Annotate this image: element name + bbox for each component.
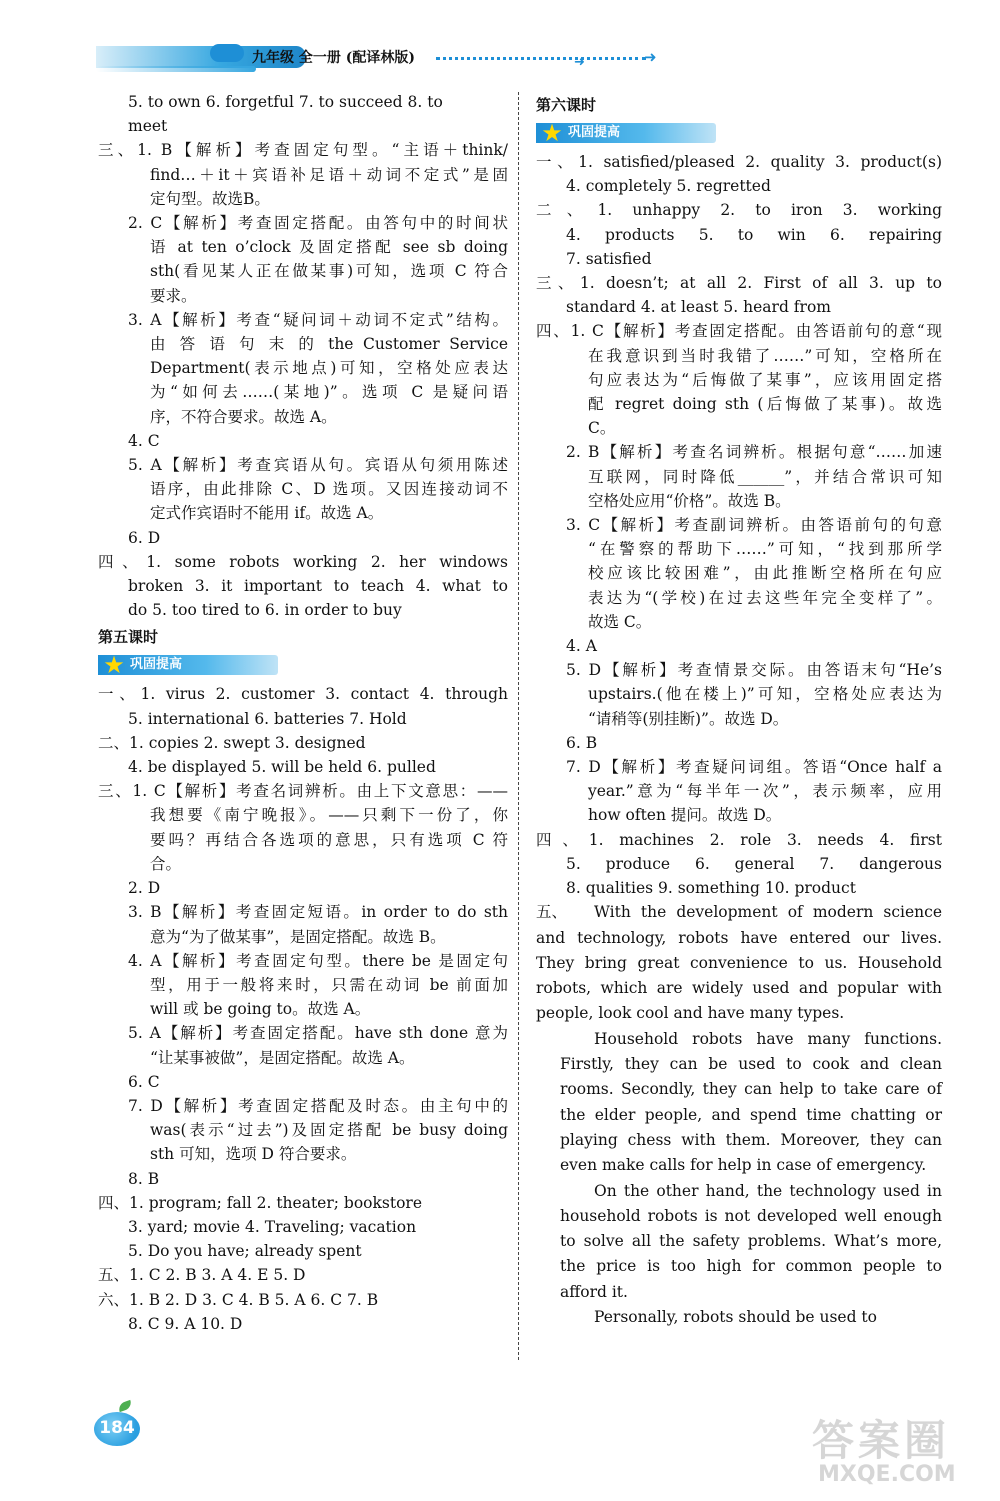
answer-line: C。	[588, 419, 616, 438]
answer-line: 表达为“(学校)在过去这些年完全变样了”。	[588, 588, 942, 607]
essay-paragraph	[536, 1027, 942, 1179]
banner-label: 巩固提高	[568, 125, 621, 140]
answer-line: 四、1. some robots working 2. her windows	[98, 552, 508, 571]
answer-line: Department(表示地点)可知，空格处应表达	[150, 359, 508, 378]
answer-line: 校应该比较困难”，由此推断空格所在句应	[588, 564, 942, 583]
answer-line: 一、1. satisfied/pleased 2. quality 3. product(s)	[536, 153, 942, 171]
answer-line: 5. produce 6. general 7. dangerous	[566, 854, 942, 873]
answer-line: 5. D【解析】考查情景交际。由答语末句“He’s	[566, 661, 942, 680]
page-number: 184	[99, 1418, 135, 1438]
answer-line: 二、1. unhappy 2. to iron 3. working	[536, 201, 942, 220]
answer-line: 一、1. virus 2. customer 3. contact 4. through	[98, 685, 508, 704]
answer-line: “让某事被做”，是固定搭配。故选 A。	[150, 1048, 415, 1067]
answer-line: 要求。	[150, 286, 197, 305]
answer-line: 我想要《南宁晚报》。——只剩下一份了，你	[150, 806, 508, 825]
right-column-answers	[536, 92, 942, 900]
answer-line: 4. A	[566, 637, 597, 656]
answer-line: 配 regret doing sth (后悔做了某事)。故选	[588, 395, 942, 414]
answer-line: 4. C	[128, 431, 160, 450]
answer-line: do 5. too tired to 6. in order to buy	[128, 601, 402, 620]
answer-line: 三、1. doesn’t; at all 2. First of all 3. up to	[536, 274, 942, 293]
star-icon: ★	[541, 119, 563, 147]
answer-line: 5. A【解析】考查宾语从句。宾语从句须用陈述	[128, 456, 508, 475]
header-badge	[210, 44, 244, 62]
answer-line: 4. be displayed 5. will be held 6. pulled	[128, 758, 436, 777]
essay-paragraph	[536, 1179, 942, 1305]
answer-line: 五、1. C 2. B 3. A 4. E 5. D	[98, 1266, 306, 1285]
answer-line: 句应表达为“后悔做了某事”，应该用固定搭	[588, 370, 942, 389]
answer-line: 由 答 语 句 末 的 the Customer Service	[150, 335, 508, 354]
answer-line: how often 提问。故选 D。	[588, 806, 782, 825]
answer-line: 定句型。故选B。	[150, 189, 270, 208]
answer-line: 为“如何去……(某地)”。选项 C 是疑问语	[150, 383, 508, 402]
answer-line: 4. A【解析】考查固定句型。there be 是固定句	[128, 951, 508, 970]
answer-line: 2. C【解析】考查固定搭配。由答句中的时间状	[128, 214, 508, 233]
answer-line: sth 可知，选项 D 符合要求。	[150, 1145, 357, 1164]
answer-line: “请稍等(别挂断)”。故选 D。	[588, 709, 789, 728]
answer-line: 二、1. copies 2. swept 3. designed	[98, 733, 366, 752]
answer-line: 语序，由此排除 C、D 选项。又因连接动词不	[150, 480, 508, 499]
answer-line: 定式作宾语时不能用 if。故选 A。	[150, 504, 384, 523]
column-divider	[518, 92, 519, 1360]
essay-label: 五、	[536, 903, 568, 922]
section-banner	[536, 120, 942, 146]
answer-line: 4. products 5. to win 6. repairing	[566, 225, 942, 244]
answer-line: sth(看见某人正在做某事)可知，选项 C 符合	[150, 262, 508, 281]
leaf-icon	[117, 1400, 133, 1412]
answer-line: 六、1. B 2. D 3. C 4. B 5. A 6. C 7. B	[98, 1290, 379, 1309]
essay-section	[536, 900, 942, 1330]
header-dotted-line	[436, 57, 646, 60]
answer-line: 要吗？再结合各选项的意思，只有选项 C 符	[150, 830, 508, 849]
star-icon: ★	[103, 651, 125, 680]
header-arrow-icon: ➜	[644, 48, 657, 66]
answer-line: 3. A【解析】考查“疑问词＋动词不定式”结构。	[128, 310, 508, 329]
answer-line: 8. qualities 9. something 10. product	[566, 879, 856, 898]
answer-line: will 或 be going to。故选 A。	[150, 1000, 371, 1019]
answer-line: 语 at ten o’clock 及固定搭配 see sb doing	[150, 238, 508, 257]
essay-paragraph-1-text: With the development of modern science and technology, robots have entered our lives. They bring great convenience to us. Household robots, which are widely used and popular with people, look cool and have many types.	[536, 903, 942, 1023]
banner-label: 巩固提高	[130, 657, 183, 673]
page-number-badge	[94, 1408, 140, 1448]
answer-line: 3. B【解析】考查固定短语。in order to do sth	[128, 903, 508, 922]
answer-line: 2. B【解析】考查名词辨析。根据句意“……加速	[566, 443, 942, 462]
answer-line: 5. international 6. batteries 7. Hold	[128, 709, 407, 728]
header-title: 九年级 全一册 (配译林版)	[252, 50, 415, 66]
answer-line: 空格处应用“价格”。故选 B。	[588, 491, 791, 510]
answer-line: standard 4. at least 5. heard from	[566, 298, 831, 317]
answer-line: meet	[128, 117, 168, 136]
essay-paragraph	[536, 1305, 942, 1330]
answer-line: 故选 C。	[588, 612, 652, 631]
watermark-main-text: 答案圈	[812, 1416, 951, 1465]
answer-line: broken 3. it important to teach 4. what to	[128, 577, 508, 596]
answer-line: 2. D	[128, 879, 161, 898]
essay-paragraph	[536, 900, 942, 1026]
lesson-title: 第五课时	[98, 628, 159, 647]
answer-line: 三、1. B【解析】考查固定句型。“主语＋think/	[98, 141, 508, 160]
section-banner	[98, 652, 508, 678]
answer-line: 7. D【解析】考查疑问词组。答语“Once half a	[566, 758, 942, 777]
right-column	[536, 90, 942, 1330]
answer-line: 5. Do you have; already spent	[128, 1242, 362, 1261]
answer-line: “在警察的帮助下……”可知，“找到那所学	[588, 540, 942, 559]
essay-paragraph-2-text: Household robots have many functions. Firstly, they can be used to cook and clean rooms. Secondly, they can help to take care of the elder people, and spend time chatting or playing chess with them. Moreover, they can even make calls for help in case of emergency.	[560, 1029, 942, 1175]
answer-line: 互联网，同时降低______”，并结合常识可知	[588, 467, 942, 486]
watermark-logo	[812, 1408, 982, 1498]
answer-line: find…＋it＋宾语补足语＋动词不定式”是固	[150, 165, 508, 184]
answer-line: 8. B	[128, 1169, 160, 1188]
lesson-title: 第六课时	[536, 96, 597, 114]
answer-line: 四、1. C【解析】考查固定搭配。由答语前句的意“现	[536, 322, 942, 341]
answer-line: 4. completely 5. regretted	[566, 177, 771, 196]
answer-line: was(表示“过去”)及固定搭配 be busy doing	[150, 1121, 508, 1140]
answer-line: 6. B	[566, 733, 598, 752]
answer-line: 8. C 9. A 10. D	[128, 1314, 243, 1333]
answer-line: 四、1. machines 2. role 3. needs 4. first	[536, 830, 942, 849]
answer-line: 型，用于一般将来时，只需在动词 be 前面加	[150, 975, 508, 994]
answer-line: 6. C	[128, 1072, 160, 1091]
answer-line: 三、1. C【解析】考查名词辨析。由上下文意思：——	[98, 782, 508, 801]
answer-line: 7. satisfied	[566, 249, 652, 268]
answer-line: 5. A【解析】考查固定搭配。have sth done 意为	[128, 1024, 508, 1043]
essay-paragraph-4-text: Personally, robots should be used to	[594, 1308, 877, 1327]
answer-line: 5. to own 6. forgetful 7. to succeed 8. to	[128, 93, 443, 111]
answer-line: 3. yard; movie 4. Traveling; vacation	[128, 1217, 417, 1236]
answer-line: 3. C【解析】考查副词辨析。由答语前句的句意	[566, 516, 942, 535]
header-arrow-small-icon: ➜	[574, 55, 585, 70]
answer-line: upstairs.(他在楼上)”可知，空格处应表达为	[588, 685, 942, 704]
answer-line: year.”意为“每半年一次”，表示频率，应用	[588, 782, 942, 801]
left-column	[98, 90, 508, 1336]
essay-paragraph-3-text: On the other hand, the technology used in household robots is not developed well enough to solve all the safety problems. What’s more, the price is too high for common people to afford it.	[560, 1181, 942, 1301]
answer-line: 合。	[150, 854, 182, 873]
answer-line: 在我意识到当时我错了……”可知，空格所在	[588, 346, 942, 365]
answer-line: 意为“为了做某事”，是固定搭配。故选 B。	[150, 927, 446, 946]
answer-line: 四、1. program; fall 2. theater; bookstore	[98, 1193, 422, 1212]
answer-line: 序，不符合要求。故选 A。	[150, 407, 337, 426]
page-header	[96, 38, 676, 78]
answer-line: 7. D【解析】考查固定搭配及时态。由主句中的	[128, 1096, 508, 1115]
watermark-site-text: MXQE.COM	[818, 1462, 956, 1487]
answer-line: 6. D	[128, 528, 161, 547]
